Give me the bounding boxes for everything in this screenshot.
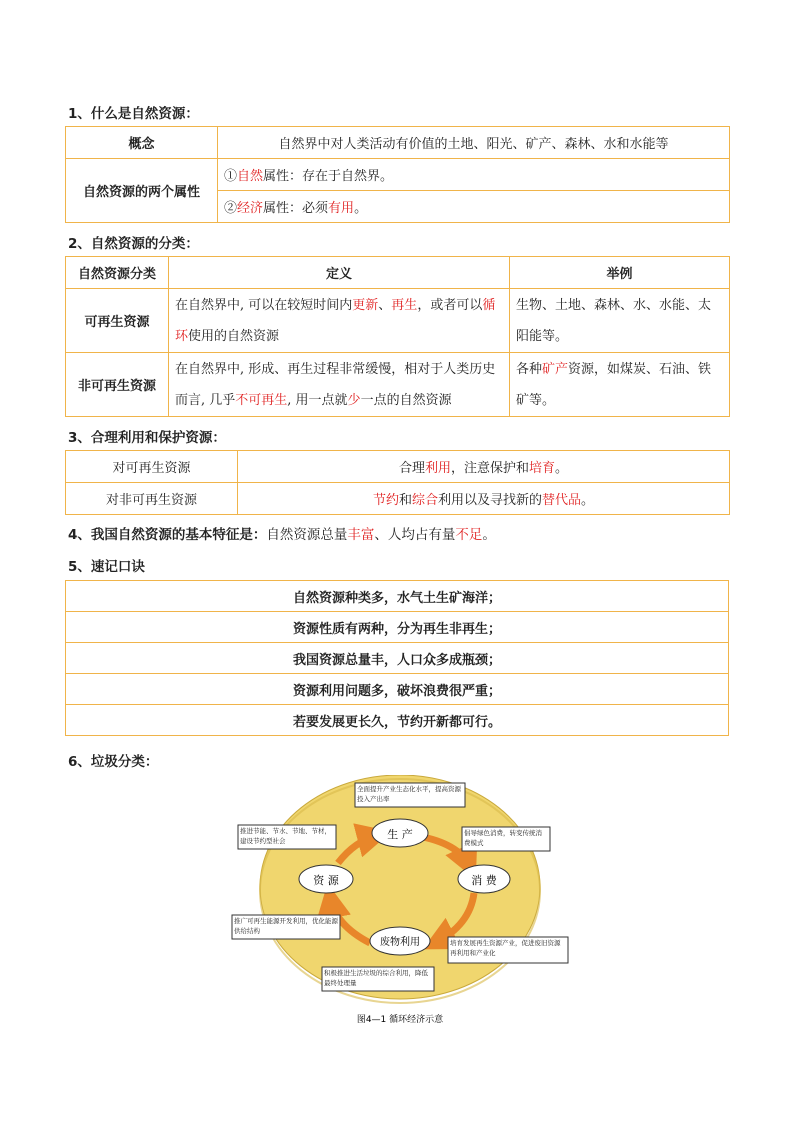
section-6-heading: 6、垃圾分类： bbox=[68, 754, 159, 770]
svg-text:消 费: 消 费 bbox=[471, 874, 497, 887]
nonrenewable-examples: 各种矿产资源，如煤炭、石油、铁矿等。 bbox=[510, 353, 730, 417]
header-category: 自然资源分类 bbox=[66, 257, 169, 289]
section-3-heading: 3、合理利用和保护资源： bbox=[68, 430, 226, 446]
svg-text:资 源: 资 源 bbox=[313, 874, 339, 887]
nonrenewable-row-text: 节约和综合利用以及寻找新的替代品。 bbox=[238, 483, 730, 515]
header-definition: 定义 bbox=[169, 257, 510, 289]
classification-table bbox=[65, 256, 730, 417]
renewable-row-label: 对可再生资源 bbox=[66, 451, 238, 483]
concept-text: 自然界中对人类活动有价值的土地、阳光、矿产、森林、水和水能等 bbox=[218, 127, 730, 159]
mnemonic-line: 资源性质有两种，分为再生非再生； bbox=[66, 612, 729, 643]
renewable-row-text: 合理利用，注意保护和培育。 bbox=[238, 451, 730, 483]
renewable-definition: 在自然界中, 可以在较短时间内更新、再生，或者可以循环使用的自然资源 bbox=[169, 289, 510, 353]
renewable-examples: 生物、土地、森林、水、水能、太阳能等。 bbox=[510, 289, 730, 353]
attribute-natural: ①自然属性：存在于自然界。 bbox=[218, 159, 730, 191]
section-2-heading: 2、自然资源的分类： bbox=[68, 236, 199, 252]
renewable-label: 可再生资源 bbox=[66, 289, 169, 353]
section-4-line bbox=[68, 523, 496, 543]
mnemonic-table bbox=[65, 580, 729, 736]
svg-text:废物利用: 废物利用 bbox=[380, 937, 420, 948]
mnemonic-line: 资源利用问题多，破坏浪费很严重； bbox=[66, 674, 729, 705]
concept-table bbox=[65, 126, 730, 223]
concept-label: 概念 bbox=[66, 127, 218, 159]
mnemonic-line: 自然资源种类多，水气土生矿海洋； bbox=[66, 581, 729, 612]
circular-economy-diagram: 生 产 消 费 废物利用 资 源 全面提升产业生态化水平，提高资源投入产出率 倡导绿色消费，转变传统消费模式 培育发展再生资源产业，促进废旧资源再利用和产业化 积极推进生活垃圾的综合利用，降低最终处理量 推广可再生能源开发利用，优化能源供给结构 推进节能、节水、节地、节材，建设节约型社会 图4—1 循环经济示意 bbox=[230, 775, 570, 1030]
mnemonic-line: 我国资源总量丰，人口众多成瓶颈； bbox=[66, 643, 729, 674]
diagram-caption: 图4—1 循环经济示意 bbox=[356, 1015, 444, 1025]
section-5-heading: 5、速记口诀 bbox=[68, 559, 145, 575]
section-4-text: 自然资源总量丰富、人均占有量不足。 bbox=[266, 527, 496, 543]
attributes-label: 自然资源的两个属性 bbox=[66, 159, 218, 223]
svg-text:生 产: 生 产 bbox=[387, 828, 413, 841]
protection-table bbox=[65, 450, 730, 515]
nonrenewable-label: 非可再生资源 bbox=[66, 353, 169, 417]
section-4-heading: 4、我国自然资源的基本特征是： bbox=[68, 527, 267, 543]
section-1-heading: 1、什么是自然资源： bbox=[68, 106, 199, 122]
nonrenewable-row-label: 对非可再生资源 bbox=[66, 483, 238, 515]
mnemonic-line: 若要发展更长久，节约开新都可行。 bbox=[66, 705, 729, 736]
nonrenewable-definition: 在自然界中, 形成、再生过程非常缓慢，相对于人类历史而言, 几乎不可再生, 用一点就少一点的自然资源 bbox=[169, 353, 510, 417]
attribute-economic: ②经济属性：必须有用。 bbox=[218, 191, 730, 223]
header-examples: 举例 bbox=[510, 257, 730, 289]
